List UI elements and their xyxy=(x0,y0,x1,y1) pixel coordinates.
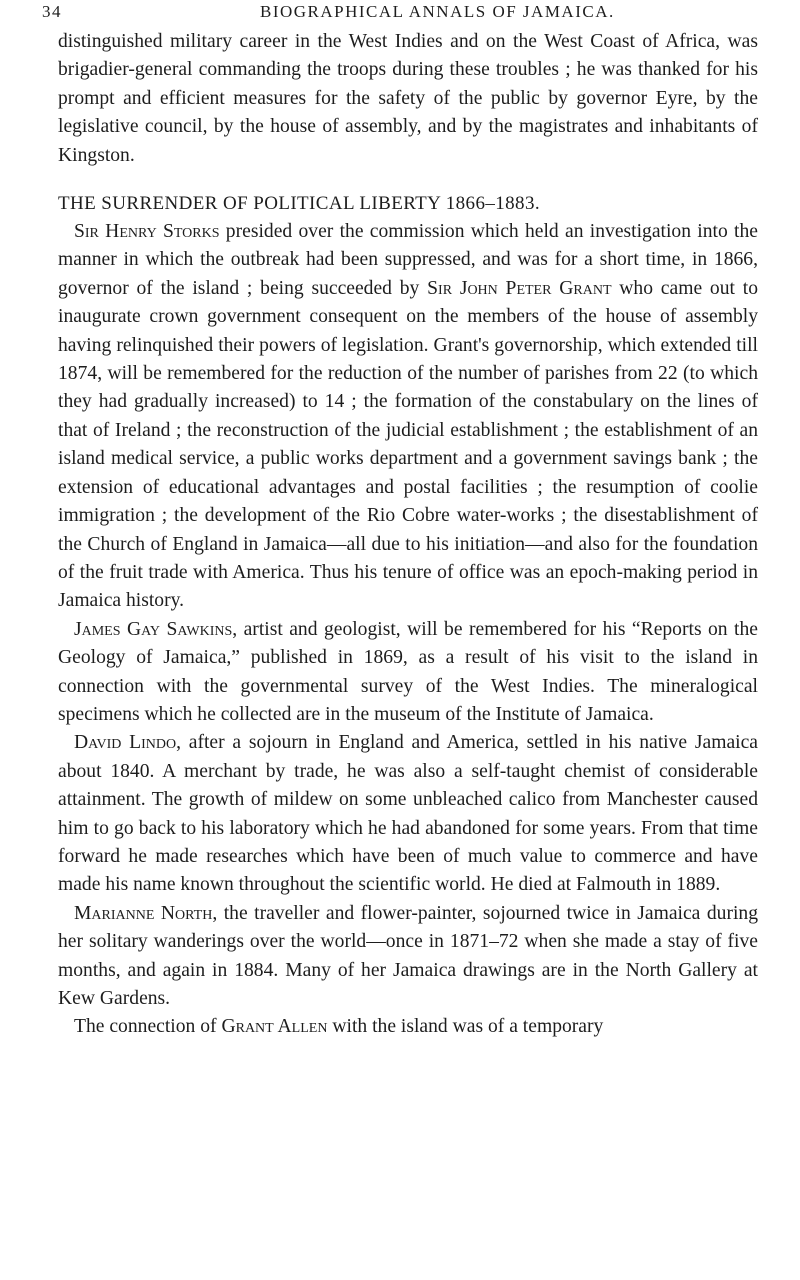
body-text xyxy=(58,28,758,1042)
paragraph-grant-text: who came out to inaugurate crown government consequent on the members of the house of assembly having relinquished their powers of legislation. Grant's governorship, which extended till 1874, will be remembered for the reduction of the number of parishes from 22 (to which they had gradually increased) to 14 ; the formation of the constabulary on the lines of that of Ireland ; the reconstruction of the judicial establishment ; the establishment of an island medical service, a public works department and a government savings bank ; the extension of educational advantages and postal facilities ; the resumption of coolie immigration ; the development of the Rio Cobre water-works ; the disestablishment of the Church of England in Jamaica—all due to his initiation—and also for the foundation of the fruit trade with America. Thus his tenure of office was an epoch-making period in Jamaica history. xyxy=(58,277,758,612)
paragraph-north xyxy=(58,900,758,1014)
paragraph-lindo-text: , after a sojourn in England and America, settled in his native Jamaica about 1840. A merchant by trade, he was also a self-taught chemist of considerable attainment. The growth of mildew on some unbleached calico from Manchester caused him to go back to his laboratory which he had abandoned for some years. From that time forward he made researches which have been of much value to commerce and have made his name known throughout the scientific world. He died at Falmouth in 1889. xyxy=(58,732,758,896)
paragraph-allen xyxy=(58,1013,758,1041)
paragraph-storks-text: presided over the commission which held an investigation into the manner in which the outbreak had been suppressed, and was for a short time, in 1866, governor of the island ; being succeeded by xyxy=(58,221,758,299)
paragraph-allen-lead: The connection of xyxy=(74,1016,222,1038)
person-name-grant: Sir John Peter Grant xyxy=(427,277,612,299)
paragraph-lindo xyxy=(58,729,758,899)
paragraph-sawkins-text: , artist and geologist, will be remembered for his “Reports on the Geology of Jamaica,” published in 1869, as a result of his visit to the island in connection with the governmental survey of the West Indies. The mineralogical specimens which he collected are in the museum of the Institute of Jamaica. xyxy=(58,618,758,725)
header-title: BIOGRAPHICAL ANNALS OF JAMAICA. xyxy=(260,2,615,21)
person-name-storks: Sir Henry Storks xyxy=(74,221,220,243)
paragraph-storks-grant xyxy=(58,218,758,616)
person-name-lindo: David Lindo xyxy=(74,732,177,754)
person-name-allen: Grant Allen xyxy=(221,1016,328,1038)
running-head xyxy=(42,2,758,24)
intro-paragraph: distinguished military career in the West Indies and on the West Coast of Africa, was brigadier-general commanding the troops during these troubles ; he was thanked for his prompt and efficient measures for the safety of the public by governor Eyre, by the legislative council, by the house of assembly, and by the magistrates and inhabitants of Kingston. xyxy=(58,31,758,166)
page-number: 34 xyxy=(42,2,62,21)
paragraph-sawkins xyxy=(58,616,758,730)
person-name-sawkins: James Gay Sawkins xyxy=(74,618,233,640)
paragraph-north-text: , the traveller and flower-painter, sojourned twice in Jamaica during her solitary wanderings over the world—once in 1871–72 when she made a stay of five months, and again in 1884. Many of her Jamaica drawings are in the North Gallery at Kew Gardens. xyxy=(58,902,759,1009)
section-heading: THE SURRENDER OF POLITICAL LIBERTY 1866–1883. xyxy=(58,193,540,215)
paragraph-allen-text: with the island was of a temporary xyxy=(327,1016,604,1038)
person-name-north: Marianne North xyxy=(74,902,213,924)
